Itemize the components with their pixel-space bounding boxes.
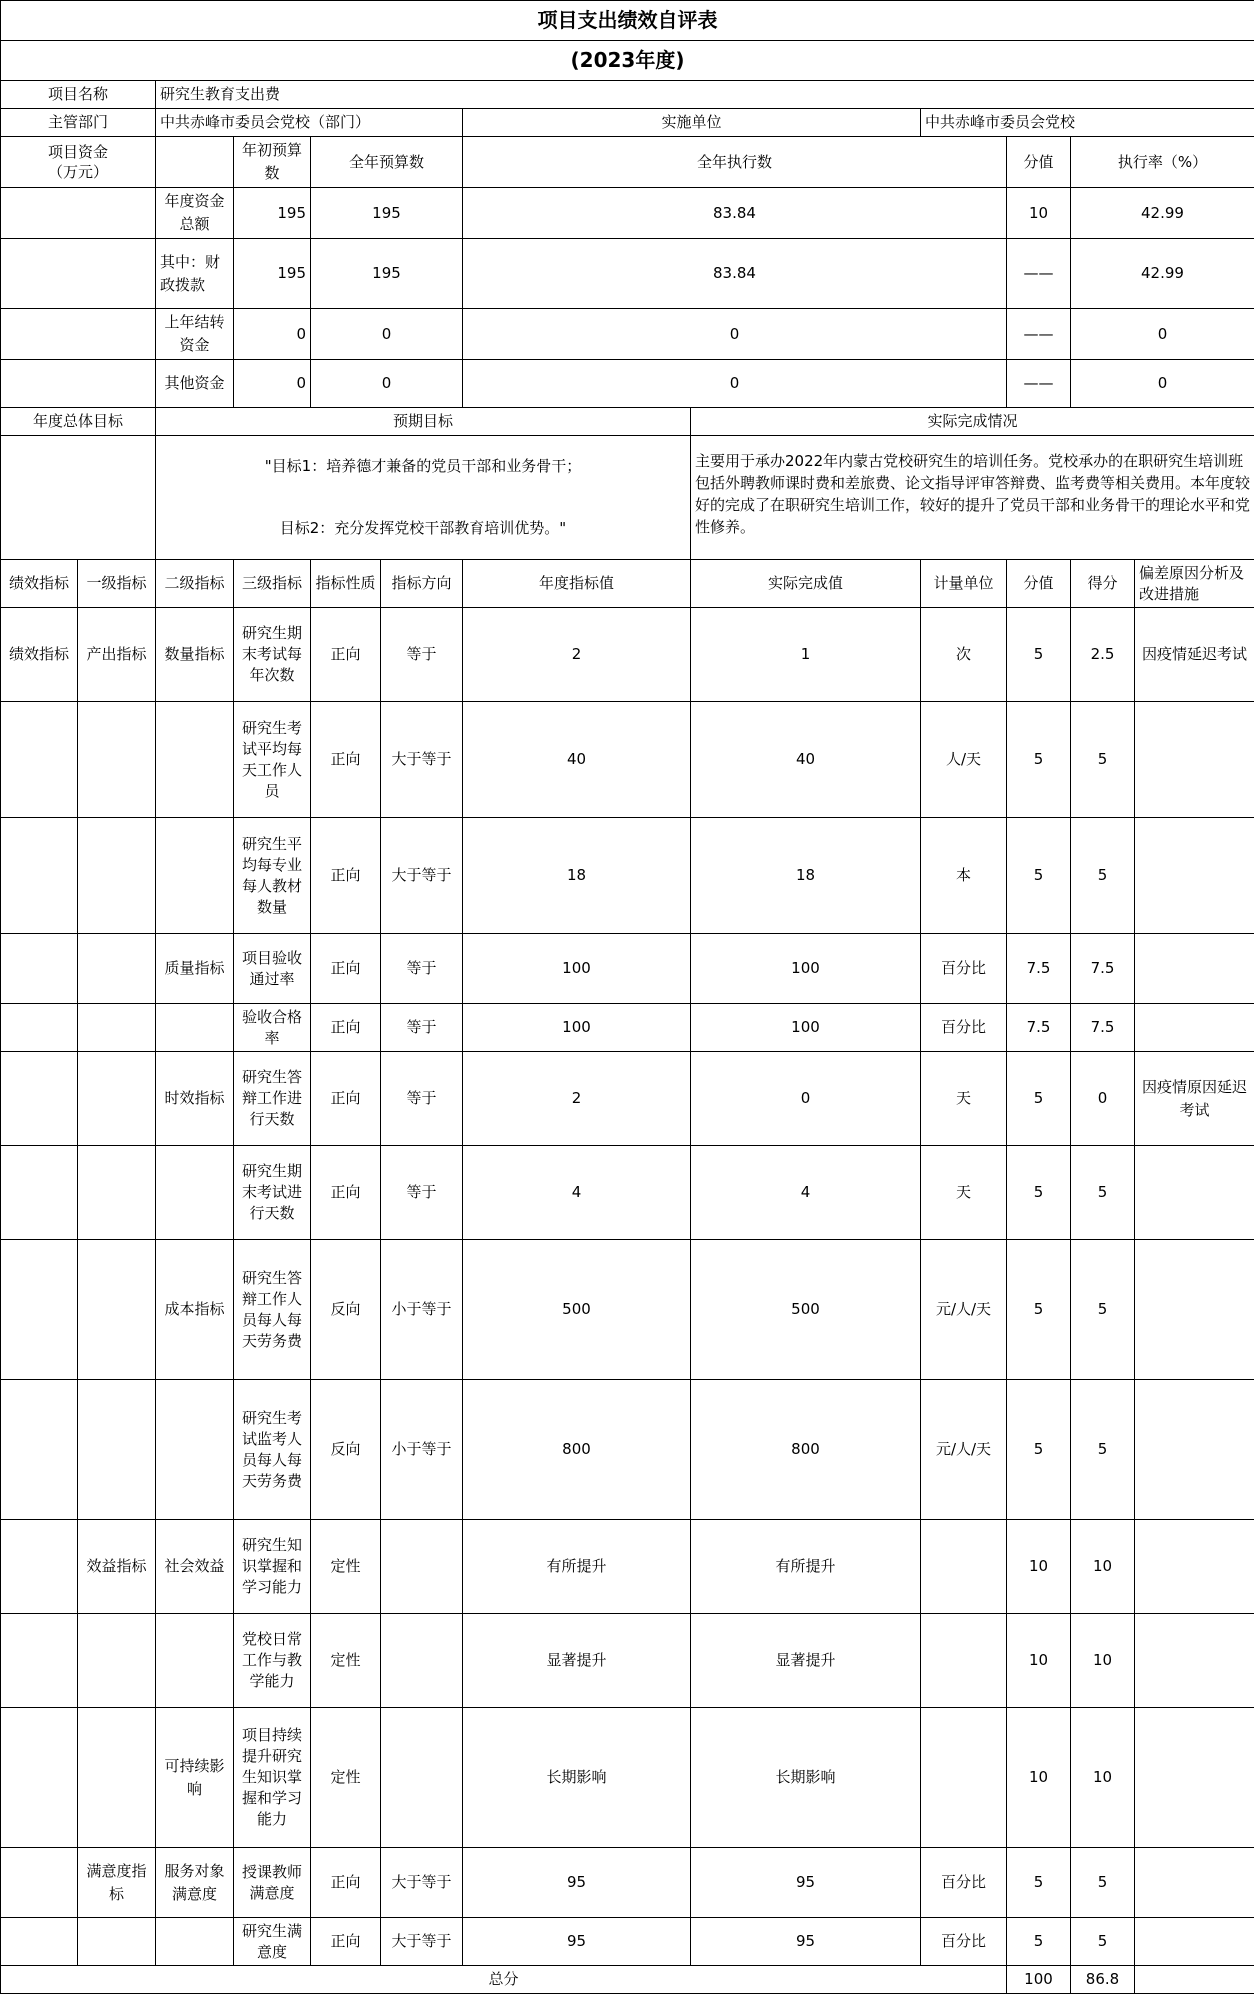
indicator-nature: 正向 <box>311 818 381 934</box>
indicator-deviation-note <box>1135 1614 1254 1708</box>
indicator-nature: 正向 <box>311 1004 381 1052</box>
funds-exec: 0 <box>463 360 1007 408</box>
indicator-row <box>1 1146 1254 1240</box>
label-funds-line1: 项目资金 <box>48 143 108 161</box>
indicator-direction <box>381 1708 463 1848</box>
indicator-unit: 元/人/天 <box>921 1240 1007 1380</box>
funds-row-blank <box>1 309 156 360</box>
total-score: 86.8 <box>1071 1966 1135 1994</box>
indicator-level3: 项目持续提升研究生知识掌握和学习能力 <box>234 1708 311 1848</box>
indicator-unit: 元/人/天 <box>921 1380 1007 1520</box>
indicator-header: 偏差原因分析及改进措施 <box>1135 560 1254 608</box>
indicator-level1 <box>78 1918 156 1966</box>
indicator-level1: 效益指标 <box>78 1520 156 1614</box>
indicator-level2: 时效指标 <box>156 1052 234 1146</box>
indicator-row <box>1 1918 1254 1966</box>
indicator-score: 5 <box>1071 1918 1135 1966</box>
indicator-nature: 正向 <box>311 1052 381 1146</box>
funds-annual: 195 <box>311 239 463 309</box>
indicator-actual-value: 显著提升 <box>691 1614 921 1708</box>
indicator-level1: 产出指标 <box>78 608 156 702</box>
indicator-score-value: 5 <box>1007 702 1071 818</box>
indicator-score-value: 7.5 <box>1007 1004 1071 1052</box>
indicator-row <box>1 702 1254 818</box>
indicator-actual-value: 长期影响 <box>691 1708 921 1848</box>
indicator-level3: 研究生期末考试进行天数 <box>234 1146 311 1240</box>
indicator-score-value: 5 <box>1007 1380 1071 1520</box>
funds-row-blank <box>1 360 156 408</box>
indicator-row <box>1 1708 1254 1848</box>
funds-annual: 195 <box>311 188 463 239</box>
indicator-nature: 正向 <box>311 608 381 702</box>
funds-exec: 83.84 <box>463 239 1007 309</box>
indicator-score: 10 <box>1071 1708 1135 1848</box>
funds-name: 其他资金 <box>156 360 234 408</box>
indicator-level1 <box>78 702 156 818</box>
indicator-level1 <box>78 1708 156 1848</box>
indicator-actual-value: 100 <box>691 934 921 1004</box>
indicator-actual-value: 1 <box>691 608 921 702</box>
indicator-row <box>1 608 1254 702</box>
indicator-score: 5 <box>1071 818 1135 934</box>
indicator-header: 分值 <box>1007 560 1071 608</box>
indicator-score: 10 <box>1071 1614 1135 1708</box>
indicator-target-value: 95 <box>463 1848 691 1918</box>
indicator-header: 二级指标 <box>156 560 234 608</box>
indicator-level2: 成本指标 <box>156 1240 234 1380</box>
total-remarks <box>1135 1966 1254 1994</box>
indicator-target-value: 100 <box>463 1004 691 1052</box>
label-dept: 主管部门 <box>1 109 156 137</box>
dept-value: 中共赤峰市委员会党校（部门） <box>156 109 463 137</box>
total-row <box>1 1966 1254 1994</box>
indicator-score-value: 5 <box>1007 818 1071 934</box>
indicator-nature: 定性 <box>311 1708 381 1848</box>
indicator-level3: 研究生答辩工作人员每人每天劳务费 <box>234 1240 311 1380</box>
indicator-unit: 人/天 <box>921 702 1007 818</box>
indicator-unit: 本 <box>921 818 1007 934</box>
indicator-target-value: 2 <box>463 1052 691 1146</box>
indicator-level2 <box>156 702 234 818</box>
indicator-direction: 等于 <box>381 1146 463 1240</box>
project-name-value: 研究生教育支出费 <box>156 81 1254 109</box>
indicator-target-value: 2 <box>463 608 691 702</box>
indicator-score: 10 <box>1071 1520 1135 1614</box>
indicator-deviation-note: 因疫情延迟考试 <box>1135 608 1254 702</box>
indicator-score: 7.5 <box>1071 934 1135 1004</box>
indicator-direction: 大于等于 <box>381 1918 463 1966</box>
indicator-score-value: 5 <box>1007 1052 1071 1146</box>
indicator-deviation-note <box>1135 1146 1254 1240</box>
indicator-level1 <box>78 818 156 934</box>
indicator-direction: 大于等于 <box>381 1848 463 1918</box>
indicator-score-value: 5 <box>1007 1848 1071 1918</box>
indicator-score: 5 <box>1071 702 1135 818</box>
indicator-actual-value: 40 <box>691 702 921 818</box>
indicator-target-value: 4 <box>463 1146 691 1240</box>
indicator-level1 <box>78 1380 156 1520</box>
indicator-target-value: 100 <box>463 934 691 1004</box>
label-score-value: 分值 <box>1007 137 1071 188</box>
indicator-level2: 可持续影响 <box>156 1708 234 1848</box>
indicator-score: 7.5 <box>1071 1004 1135 1052</box>
indicator-level2 <box>156 818 234 934</box>
indicator-actual-value: 95 <box>691 1848 921 1918</box>
indicator-level3: 研究生知识掌握和学习能力 <box>234 1520 311 1614</box>
indicator-target-value: 95 <box>463 1918 691 1966</box>
indicator-nature: 定性 <box>311 1614 381 1708</box>
indicator-header: 得分 <box>1071 560 1135 608</box>
funds-annual: 0 <box>311 309 463 360</box>
label-funds <box>1 137 156 188</box>
indicator-header: 计量单位 <box>921 560 1007 608</box>
goal-2: 目标2：充分发挥党校干部教育培训优势。" <box>156 498 691 560</box>
overall-goal-blank <box>1 436 156 560</box>
indicator-level1 <box>78 1240 156 1380</box>
indicator-nature: 正向 <box>311 1848 381 1918</box>
indicator-row <box>1 934 1254 1004</box>
funds-row <box>1 360 1254 408</box>
indicator-deviation-note <box>1135 1380 1254 1520</box>
indicator-level2: 质量指标 <box>156 934 234 1004</box>
indicator-deviation-note <box>1135 702 1254 818</box>
funds-rate: 42.99 <box>1071 188 1254 239</box>
indicator-score: 5 <box>1071 1146 1135 1240</box>
indicator-deviation-note <box>1135 1918 1254 1966</box>
funds-exec: 83.84 <box>463 188 1007 239</box>
indicator-level0 <box>1 1708 78 1848</box>
indicator-nature: 反向 <box>311 1380 381 1520</box>
indicator-nature: 正向 <box>311 702 381 818</box>
indicator-target-value: 500 <box>463 1240 691 1380</box>
indicator-level0 <box>1 1004 78 1052</box>
indicator-score-value: 5 <box>1007 1918 1071 1966</box>
indicator-header: 实际完成值 <box>691 560 921 608</box>
indicator-score-value: 5 <box>1007 1146 1071 1240</box>
indicator-actual-value: 800 <box>691 1380 921 1520</box>
indicator-unit: 百分比 <box>921 1848 1007 1918</box>
indicator-level3: 党校日常工作与教学能力 <box>234 1614 311 1708</box>
indicator-unit <box>921 1708 1007 1848</box>
indicator-level0 <box>1 1240 78 1380</box>
total-score-value: 100 <box>1007 1966 1071 1994</box>
indicator-level2 <box>156 1380 234 1520</box>
indicator-nature: 正向 <box>311 1146 381 1240</box>
funds-row <box>1 188 1254 239</box>
label-impl-unit: 实施单位 <box>463 109 921 137</box>
indicator-deviation-note <box>1135 1240 1254 1380</box>
indicator-unit <box>921 1614 1007 1708</box>
actual-completion-text: 主要用于承办2022年内蒙古党校研究生的培训任务。党校承办的在职研究生培训班包括外聘教师课时费和差旅费、论文指导评审答辩费、监考费等相关费用。本年度较好的完成了在职研究生培训工作，较好的提升了党员干部和业务骨干的理论水平和党性修养。 <box>691 436 1254 560</box>
indicator-direction: 大于等于 <box>381 818 463 934</box>
indicator-nature: 正向 <box>311 1918 381 1966</box>
indicator-row <box>1 1848 1254 1918</box>
indicator-actual-value: 100 <box>691 1004 921 1052</box>
indicator-level3: 研究生考试监考人员每人每天劳务费 <box>234 1380 311 1520</box>
label-expected-goal: 预期目标 <box>156 408 691 436</box>
indicator-target-value: 18 <box>463 818 691 934</box>
indicator-unit <box>921 1520 1007 1614</box>
indicator-direction: 小于等于 <box>381 1240 463 1380</box>
indicator-score-value: 7.5 <box>1007 934 1071 1004</box>
goal-1: "目标1：培养德才兼备的党员干部和业务骨干； <box>156 436 691 498</box>
impl-unit-value: 中共赤峰市委员会党校 <box>921 109 1254 137</box>
indicator-level3: 研究生答辩工作进行天数 <box>234 1052 311 1146</box>
indicator-level1 <box>78 1004 156 1052</box>
indicator-row <box>1 1052 1254 1146</box>
funds-name: 年度资金总额 <box>156 188 234 239</box>
indicator-actual-value: 4 <box>691 1146 921 1240</box>
indicator-row <box>1 1240 1254 1380</box>
indicator-level2: 社会效益 <box>156 1520 234 1614</box>
indicator-score-value: 5 <box>1007 608 1071 702</box>
funds-row <box>1 239 1254 309</box>
indicator-level2: 数量指标 <box>156 608 234 702</box>
indicator-level0: 绩效指标 <box>1 608 78 702</box>
indicator-row <box>1 818 1254 934</box>
indicator-deviation-note <box>1135 818 1254 934</box>
label-annual-budget: 全年预算数 <box>311 137 463 188</box>
indicator-level1 <box>78 1146 156 1240</box>
indicator-actual-value: 95 <box>691 1918 921 1966</box>
indicator-level0 <box>1 934 78 1004</box>
funds-name: 上年结转资金 <box>156 309 234 360</box>
indicator-score-value: 10 <box>1007 1614 1071 1708</box>
funds-initial: 0 <box>234 309 311 360</box>
indicator-level0 <box>1 1520 78 1614</box>
funds-initial: 195 <box>234 188 311 239</box>
indicator-actual-value: 18 <box>691 818 921 934</box>
indicator-direction: 等于 <box>381 934 463 1004</box>
indicator-score-value: 10 <box>1007 1520 1071 1614</box>
indicator-direction: 等于 <box>381 608 463 702</box>
indicator-direction: 等于 <box>381 1052 463 1146</box>
page-title: 项目支出绩效自评表 <box>1 1 1254 41</box>
label-total: 总分 <box>1 1966 1007 1994</box>
funds-initial: 0 <box>234 360 311 408</box>
indicator-direction: 大于等于 <box>381 702 463 818</box>
indicator-level3: 研究生期末考试每年次数 <box>234 608 311 702</box>
indicator-level2 <box>156 1004 234 1052</box>
indicator-level3: 研究生平均每专业每人教材数量 <box>234 818 311 934</box>
label-initial-budget: 年初预算数 <box>234 137 311 188</box>
indicator-level0 <box>1 702 78 818</box>
label-project-name: 项目名称 <box>1 81 156 109</box>
indicator-target-value: 长期影响 <box>463 1708 691 1848</box>
indicator-level0 <box>1 818 78 934</box>
indicator-header: 年度指标值 <box>463 560 691 608</box>
indicator-nature: 正向 <box>311 934 381 1004</box>
label-exec-rate: 执行率（%） <box>1071 137 1254 188</box>
funds-score-value: —— <box>1007 239 1071 309</box>
label-overall-goal: 年度总体目标 <box>1 408 156 436</box>
indicator-level0 <box>1 1614 78 1708</box>
funds-initial: 195 <box>234 239 311 309</box>
indicator-unit: 百分比 <box>921 1918 1007 1966</box>
indicator-level1 <box>78 1052 156 1146</box>
indicator-level0 <box>1 1380 78 1520</box>
funds-rate: 0 <box>1071 309 1254 360</box>
indicator-level0 <box>1 1918 78 1966</box>
indicator-target-value: 800 <box>463 1380 691 1520</box>
indicator-target-value: 有所提升 <box>463 1520 691 1614</box>
indicator-level0 <box>1 1146 78 1240</box>
indicator-level0 <box>1 1848 78 1918</box>
label-funds-line2: （万元） <box>48 163 108 181</box>
indicator-score: 0 <box>1071 1052 1135 1146</box>
indicator-deviation-note: 因疫情原因延迟考试 <box>1135 1052 1254 1146</box>
funds-score-value: —— <box>1007 309 1071 360</box>
indicator-header: 指标性质 <box>311 560 381 608</box>
funds-row-blank <box>1 188 156 239</box>
indicator-level2 <box>156 1918 234 1966</box>
indicator-direction <box>381 1614 463 1708</box>
indicator-level2 <box>156 1146 234 1240</box>
indicator-row <box>1 1520 1254 1614</box>
indicator-unit: 百分比 <box>921 934 1007 1004</box>
funds-annual: 0 <box>311 360 463 408</box>
indicator-score: 5 <box>1071 1848 1135 1918</box>
indicator-target-value: 显著提升 <box>463 1614 691 1708</box>
indicator-header: 指标方向 <box>381 560 463 608</box>
indicator-level3: 项目验收通过率 <box>234 934 311 1004</box>
indicator-header: 绩效指标 <box>1 560 78 608</box>
label-actual-completion: 实际完成情况 <box>691 408 1254 436</box>
indicator-unit: 天 <box>921 1146 1007 1240</box>
report-year: (2023年度) <box>1 41 1254 81</box>
funds-score-value: 10 <box>1007 188 1071 239</box>
indicator-direction: 等于 <box>381 1004 463 1052</box>
indicator-level2: 服务对象满意度 <box>156 1848 234 1918</box>
indicator-score-value: 10 <box>1007 1708 1071 1848</box>
indicator-row <box>1 1614 1254 1708</box>
indicator-level1: 满意度指标 <box>78 1848 156 1918</box>
indicator-level3: 验收合格率 <box>234 1004 311 1052</box>
funds-empty-header <box>156 137 234 188</box>
funds-exec: 0 <box>463 309 1007 360</box>
indicator-level1 <box>78 1614 156 1708</box>
indicator-actual-value: 500 <box>691 1240 921 1380</box>
indicator-deviation-note <box>1135 934 1254 1004</box>
indicator-unit: 百分比 <box>921 1004 1007 1052</box>
indicator-level0 <box>1 1052 78 1146</box>
indicator-header: 三级指标 <box>234 560 311 608</box>
indicator-rows <box>1 608 1254 1966</box>
indicator-score: 5 <box>1071 1380 1135 1520</box>
indicator-nature: 定性 <box>311 1520 381 1614</box>
funds-row-blank <box>1 239 156 309</box>
indicator-level2 <box>156 1614 234 1708</box>
indicator-level3: 授课教师满意度 <box>234 1848 311 1918</box>
indicator-score: 2.5 <box>1071 608 1135 702</box>
indicator-deviation-note <box>1135 1004 1254 1052</box>
indicator-score-value: 5 <box>1007 1240 1071 1380</box>
funds-rate: 0 <box>1071 360 1254 408</box>
indicator-level3: 研究生考试平均每天工作人员 <box>234 702 311 818</box>
indicator-level3: 研究生满意度 <box>234 1918 311 1966</box>
indicator-unit: 天 <box>921 1052 1007 1146</box>
funds-row <box>1 309 1254 360</box>
funds-name: 其中：财政拨款 <box>156 239 234 309</box>
funds-score-value: —— <box>1007 360 1071 408</box>
indicator-score: 5 <box>1071 1240 1135 1380</box>
indicator-row <box>1 1004 1254 1052</box>
funds-rate: 42.99 <box>1071 239 1254 309</box>
indicator-header-row <box>1 560 1254 608</box>
label-annual-exec: 全年执行数 <box>463 137 1007 188</box>
indicator-nature: 反向 <box>311 1240 381 1380</box>
indicator-row <box>1 1380 1254 1520</box>
indicator-direction: 小于等于 <box>381 1380 463 1520</box>
indicator-actual-value: 有所提升 <box>691 1520 921 1614</box>
indicator-deviation-note <box>1135 1848 1254 1918</box>
indicator-deviation-note <box>1135 1520 1254 1614</box>
indicator-direction <box>381 1520 463 1614</box>
indicator-unit: 次 <box>921 608 1007 702</box>
indicator-actual-value: 0 <box>691 1052 921 1146</box>
indicator-target-value: 40 <box>463 702 691 818</box>
indicator-header: 一级指标 <box>78 560 156 608</box>
indicator-level1 <box>78 934 156 1004</box>
indicator-deviation-note <box>1135 1708 1254 1848</box>
